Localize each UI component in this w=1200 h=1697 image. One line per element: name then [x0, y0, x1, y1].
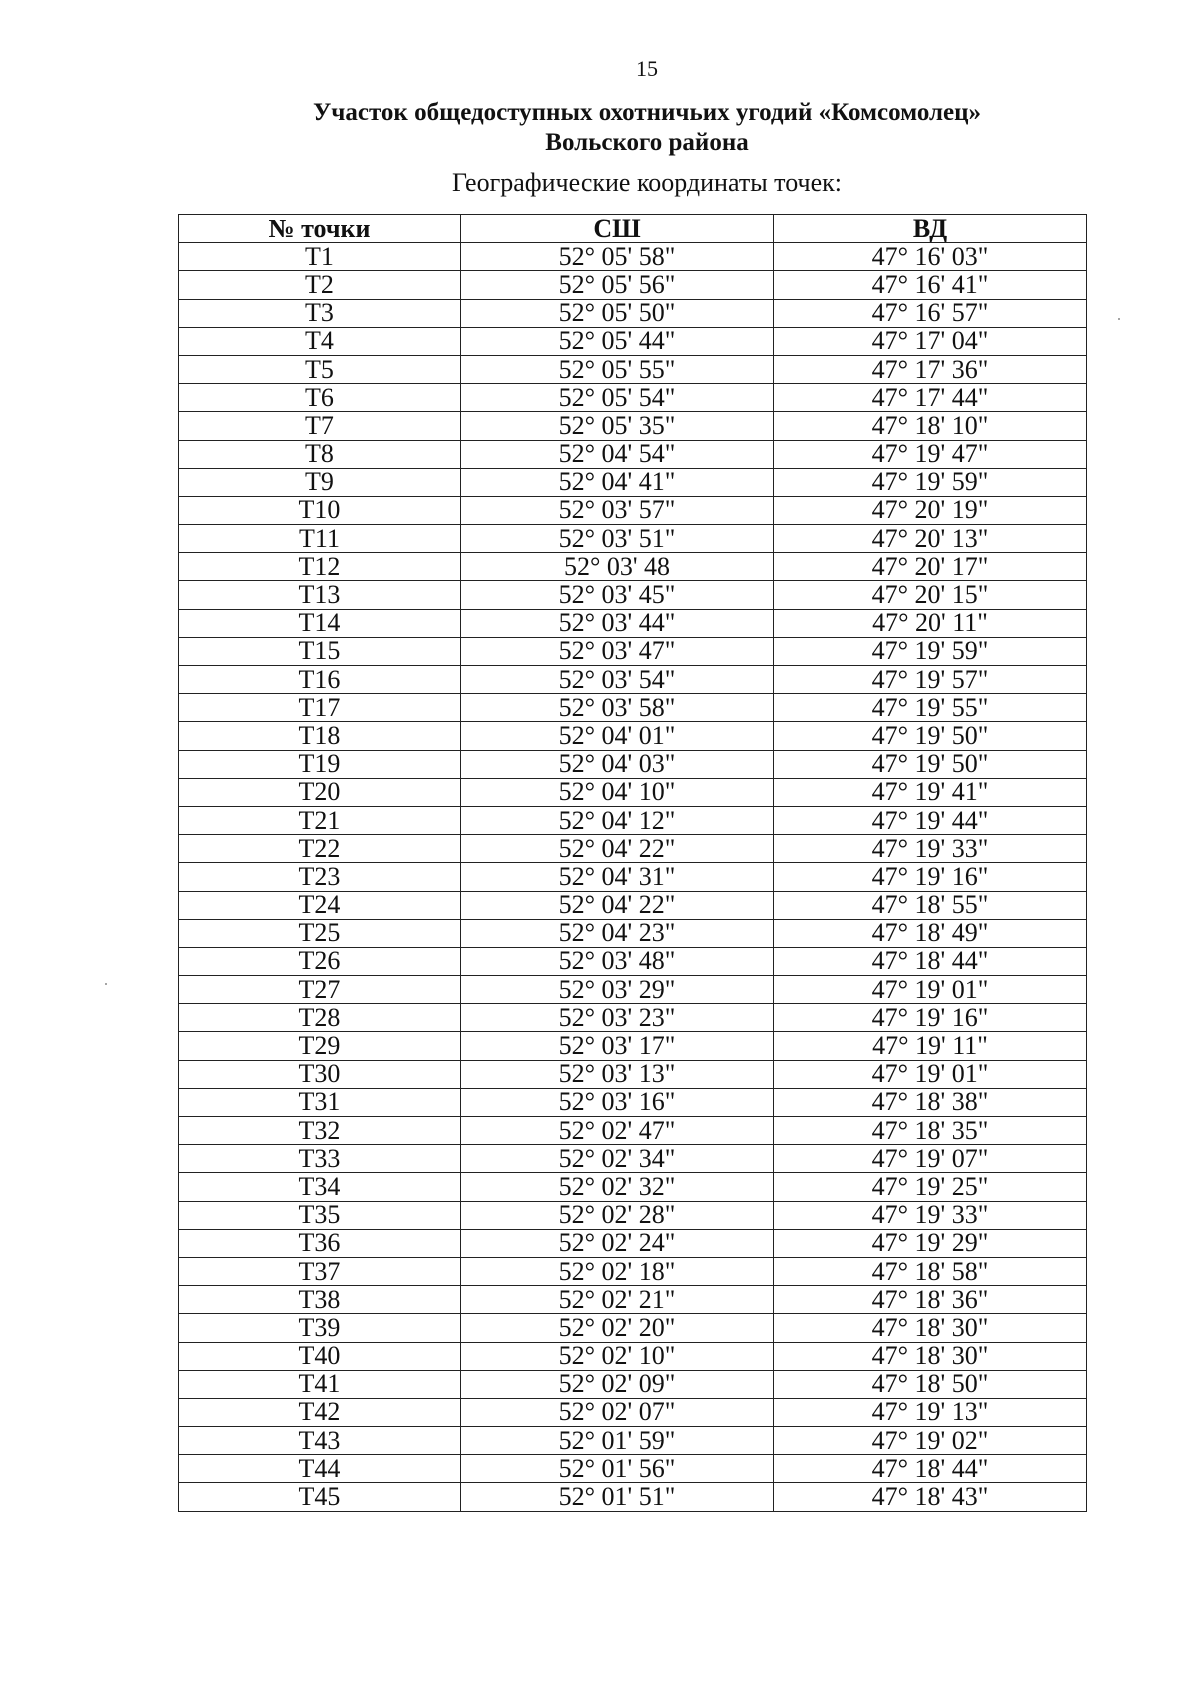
cell-latitude: 52° 03' 13": [461, 1060, 774, 1088]
cell-latitude: 52° 02' 24": [461, 1229, 774, 1257]
cell-latitude: 52° 05' 44": [461, 327, 774, 355]
cell-longitude: 47° 18' 43": [774, 1483, 1087, 1511]
cell-longitude: 47° 18' 35": [774, 1117, 1087, 1145]
cell-latitude: 52° 03' 29": [461, 976, 774, 1004]
cell-longitude: 47° 19' 01": [774, 1060, 1087, 1088]
title-line-1: Участок общедоступных охотничьих угодий «Комсомолец»: [312, 99, 982, 126]
cell-latitude: 52° 03' 23": [461, 1004, 774, 1032]
table-row: [179, 1483, 1087, 1511]
cell-latitude: 52° 03' 45": [461, 581, 774, 609]
cell-point-id: Т39: [179, 1314, 461, 1342]
title-line-2: Вольского района: [545, 129, 749, 156]
table-row: [179, 299, 1087, 327]
cell-longitude: 47° 18' 44": [774, 947, 1087, 975]
cell-point-id: Т24: [179, 891, 461, 919]
cell-latitude: 52° 05' 58": [461, 243, 774, 271]
table-caption: Географические координаты точек:: [452, 168, 842, 197]
table-header-row: [179, 215, 1087, 243]
cell-latitude: 52° 02' 10": [461, 1342, 774, 1370]
cell-latitude: 52° 04' 10": [461, 778, 774, 806]
page-number: 15: [636, 56, 658, 81]
table-row: [179, 384, 1087, 412]
cell-latitude: 52° 04' 23": [461, 919, 774, 947]
cell-latitude: 52° 02' 09": [461, 1370, 774, 1398]
cell-latitude: 52° 04' 22": [461, 891, 774, 919]
cell-latitude: 52° 05' 54": [461, 384, 774, 412]
table-row: [179, 1032, 1087, 1060]
cell-point-id: Т32: [179, 1117, 461, 1145]
cell-point-id: Т8: [179, 440, 461, 468]
cell-longitude: 47° 19' 01": [774, 976, 1087, 1004]
cell-longitude: 47° 18' 38": [774, 1088, 1087, 1116]
cell-point-id: Т30: [179, 1060, 461, 1088]
cell-longitude: 47° 19' 16": [774, 1004, 1087, 1032]
cell-point-id: Т35: [179, 1201, 461, 1229]
table-row: [179, 1229, 1087, 1257]
scan-speck: [1118, 318, 1120, 320]
cell-point-id: Т6: [179, 384, 461, 412]
cell-point-id: Т38: [179, 1286, 461, 1314]
table-row: [179, 1004, 1087, 1032]
cell-latitude: 52° 02' 07": [461, 1398, 774, 1426]
cell-latitude: 52° 03' 17": [461, 1032, 774, 1060]
table-row: [179, 468, 1087, 496]
cell-latitude: 52° 03' 44": [461, 609, 774, 637]
table-row: [179, 1455, 1087, 1483]
table-row: [179, 1060, 1087, 1088]
cell-latitude: 52° 02' 20": [461, 1314, 774, 1342]
table-row: [179, 891, 1087, 919]
table-row: [179, 835, 1087, 863]
table-row: [179, 553, 1087, 581]
table-row: [179, 778, 1087, 806]
header-longitude: ВД: [774, 215, 1087, 243]
cell-point-id: Т2: [179, 271, 461, 299]
cell-point-id: Т11: [179, 525, 461, 553]
table-row: [179, 1342, 1087, 1370]
cell-latitude: 52° 02' 18": [461, 1257, 774, 1285]
cell-point-id: Т37: [179, 1257, 461, 1285]
table-row: [179, 1427, 1087, 1455]
cell-longitude: 47° 17' 36": [774, 355, 1087, 383]
cell-longitude: 47° 18' 36": [774, 1286, 1087, 1314]
cell-longitude: 47° 20' 11": [774, 609, 1087, 637]
cell-longitude: 47° 17' 44": [774, 384, 1087, 412]
cell-point-id: Т22: [179, 835, 461, 863]
cell-point-id: Т5: [179, 355, 461, 383]
header-latitude: СШ: [461, 215, 774, 243]
cell-point-id: Т44: [179, 1455, 461, 1483]
cell-point-id: Т7: [179, 412, 461, 440]
table-row: [179, 271, 1087, 299]
table-row: [179, 1286, 1087, 1314]
table-row: [179, 806, 1087, 834]
cell-longitude: 47° 16' 03": [774, 243, 1087, 271]
cell-point-id: Т27: [179, 976, 461, 1004]
cell-longitude: 47° 19' 59": [774, 637, 1087, 665]
cell-point-id: Т40: [179, 1342, 461, 1370]
cell-latitude: 52° 02' 21": [461, 1286, 774, 1314]
cell-longitude: 47° 19' 44": [774, 806, 1087, 834]
cell-point-id: Т10: [179, 496, 461, 524]
cell-latitude: 52° 03' 48": [461, 947, 774, 975]
table-row: [179, 863, 1087, 891]
cell-latitude: 52° 05' 55": [461, 355, 774, 383]
table-row: [179, 581, 1087, 609]
cell-latitude: 52° 04' 54": [461, 440, 774, 468]
cell-point-id: Т12: [179, 553, 461, 581]
cell-latitude: 52° 04' 12": [461, 806, 774, 834]
cell-longitude: 47° 19' 33": [774, 835, 1087, 863]
cell-longitude: 47° 19' 59": [774, 468, 1087, 496]
cell-point-id: Т3: [179, 299, 461, 327]
cell-latitude: 52° 04' 41": [461, 468, 774, 496]
cell-latitude: 52° 05' 56": [461, 271, 774, 299]
scan-speck: [105, 983, 107, 985]
cell-point-id: Т36: [179, 1229, 461, 1257]
cell-point-id: Т42: [179, 1398, 461, 1426]
cell-latitude: 52° 01' 59": [461, 1427, 774, 1455]
cell-point-id: Т43: [179, 1427, 461, 1455]
table-row: [179, 609, 1087, 637]
cell-latitude: 52° 04' 03": [461, 750, 774, 778]
table-row: [179, 722, 1087, 750]
cell-latitude: 52° 02' 32": [461, 1173, 774, 1201]
table-row: [179, 1257, 1087, 1285]
cell-longitude: 47° 18' 30": [774, 1314, 1087, 1342]
cell-longitude: 47° 20' 19": [774, 496, 1087, 524]
cell-point-id: Т18: [179, 722, 461, 750]
cell-longitude: 47° 19' 47": [774, 440, 1087, 468]
cell-point-id: Т9: [179, 468, 461, 496]
cell-latitude: 52° 02' 47": [461, 1117, 774, 1145]
table-row: [179, 750, 1087, 778]
cell-longitude: 47° 19' 55": [774, 694, 1087, 722]
cell-latitude: 52° 03' 58": [461, 694, 774, 722]
cell-longitude: 47° 19' 13": [774, 1398, 1087, 1426]
cell-longitude: 47° 18' 55": [774, 891, 1087, 919]
cell-latitude: 52° 03' 57": [461, 496, 774, 524]
table-row: [179, 243, 1087, 271]
table-row: [179, 327, 1087, 355]
table-row: [179, 666, 1087, 694]
table-row: [179, 1398, 1087, 1426]
cell-latitude: 52° 04' 01": [461, 722, 774, 750]
cell-point-id: Т1: [179, 243, 461, 271]
cell-longitude: 47° 18' 50": [774, 1370, 1087, 1398]
cell-latitude: 52° 05' 35": [461, 412, 774, 440]
document-title: [0, 98, 1200, 158]
table-body: [179, 243, 1087, 1511]
table-row: [179, 1173, 1087, 1201]
table-row: [179, 525, 1087, 553]
cell-longitude: 47° 19' 50": [774, 722, 1087, 750]
cell-point-id: Т45: [179, 1483, 461, 1511]
cell-latitude: 52° 01' 56": [461, 1455, 774, 1483]
cell-longitude: 47° 20' 15": [774, 581, 1087, 609]
cell-longitude: 47° 19' 16": [774, 863, 1087, 891]
cell-point-id: Т26: [179, 947, 461, 975]
cell-longitude: 47° 18' 30": [774, 1342, 1087, 1370]
coordinates-table: [178, 214, 1087, 1512]
cell-point-id: Т13: [179, 581, 461, 609]
cell-longitude: 47° 16' 57": [774, 299, 1087, 327]
table-row: [179, 637, 1087, 665]
cell-latitude: 52° 02' 34": [461, 1145, 774, 1173]
cell-longitude: 47° 17' 04": [774, 327, 1087, 355]
cell-point-id: Т28: [179, 1004, 461, 1032]
cell-point-id: Т25: [179, 919, 461, 947]
table-row: [179, 1201, 1087, 1229]
cell-longitude: 47° 18' 10": [774, 412, 1087, 440]
header-point-number: № точки: [179, 215, 461, 243]
table-row: [179, 1145, 1087, 1173]
table-row: [179, 919, 1087, 947]
cell-point-id: Т19: [179, 750, 461, 778]
cell-point-id: Т4: [179, 327, 461, 355]
cell-point-id: Т31: [179, 1088, 461, 1116]
cell-latitude: 52° 04' 31": [461, 863, 774, 891]
cell-point-id: Т14: [179, 609, 461, 637]
cell-latitude: 52° 03' 16": [461, 1088, 774, 1116]
cell-point-id: Т41: [179, 1370, 461, 1398]
table-row: [179, 1314, 1087, 1342]
cell-longitude: 47° 18' 58": [774, 1257, 1087, 1285]
table-row: [179, 947, 1087, 975]
table-row: [179, 976, 1087, 1004]
cell-latitude: 52° 05' 50": [461, 299, 774, 327]
cell-longitude: 47° 19' 33": [774, 1201, 1087, 1229]
cell-longitude: 47° 19' 41": [774, 778, 1087, 806]
cell-latitude: 52° 03' 48: [461, 553, 774, 581]
table-row: [179, 496, 1087, 524]
cell-latitude: 52° 03' 51": [461, 525, 774, 553]
cell-longitude: 47° 18' 44": [774, 1455, 1087, 1483]
cell-point-id: Т16: [179, 666, 461, 694]
table-row: [179, 440, 1087, 468]
cell-point-id: Т29: [179, 1032, 461, 1060]
cell-latitude: 52° 03' 54": [461, 666, 774, 694]
cell-longitude: 47° 19' 25": [774, 1173, 1087, 1201]
table-row: [179, 412, 1087, 440]
table-row: [179, 1370, 1087, 1398]
cell-longitude: 47° 19' 29": [774, 1229, 1087, 1257]
cell-point-id: Т34: [179, 1173, 461, 1201]
cell-longitude: 47° 20' 17": [774, 553, 1087, 581]
cell-longitude: 47° 19' 11": [774, 1032, 1087, 1060]
cell-longitude: 47° 18' 49": [774, 919, 1087, 947]
cell-longitude: 47° 20' 13": [774, 525, 1087, 553]
cell-point-id: Т21: [179, 806, 461, 834]
cell-latitude: 52° 04' 22": [461, 835, 774, 863]
table-row: [179, 1117, 1087, 1145]
cell-latitude: 52° 01' 51": [461, 1483, 774, 1511]
cell-longitude: 47° 19' 02": [774, 1427, 1087, 1455]
table-row: [179, 694, 1087, 722]
cell-point-id: Т17: [179, 694, 461, 722]
cell-longitude: 47° 19' 57": [774, 666, 1087, 694]
cell-point-id: Т23: [179, 863, 461, 891]
cell-latitude: 52° 02' 28": [461, 1201, 774, 1229]
cell-point-id: Т20: [179, 778, 461, 806]
cell-longitude: 47° 19' 50": [774, 750, 1087, 778]
table-row: [179, 1088, 1087, 1116]
table-row: [179, 355, 1087, 383]
cell-longitude: 47° 16' 41": [774, 271, 1087, 299]
cell-latitude: 52° 03' 47": [461, 637, 774, 665]
cell-point-id: Т33: [179, 1145, 461, 1173]
cell-point-id: Т15: [179, 637, 461, 665]
cell-longitude: 47° 19' 07": [774, 1145, 1087, 1173]
